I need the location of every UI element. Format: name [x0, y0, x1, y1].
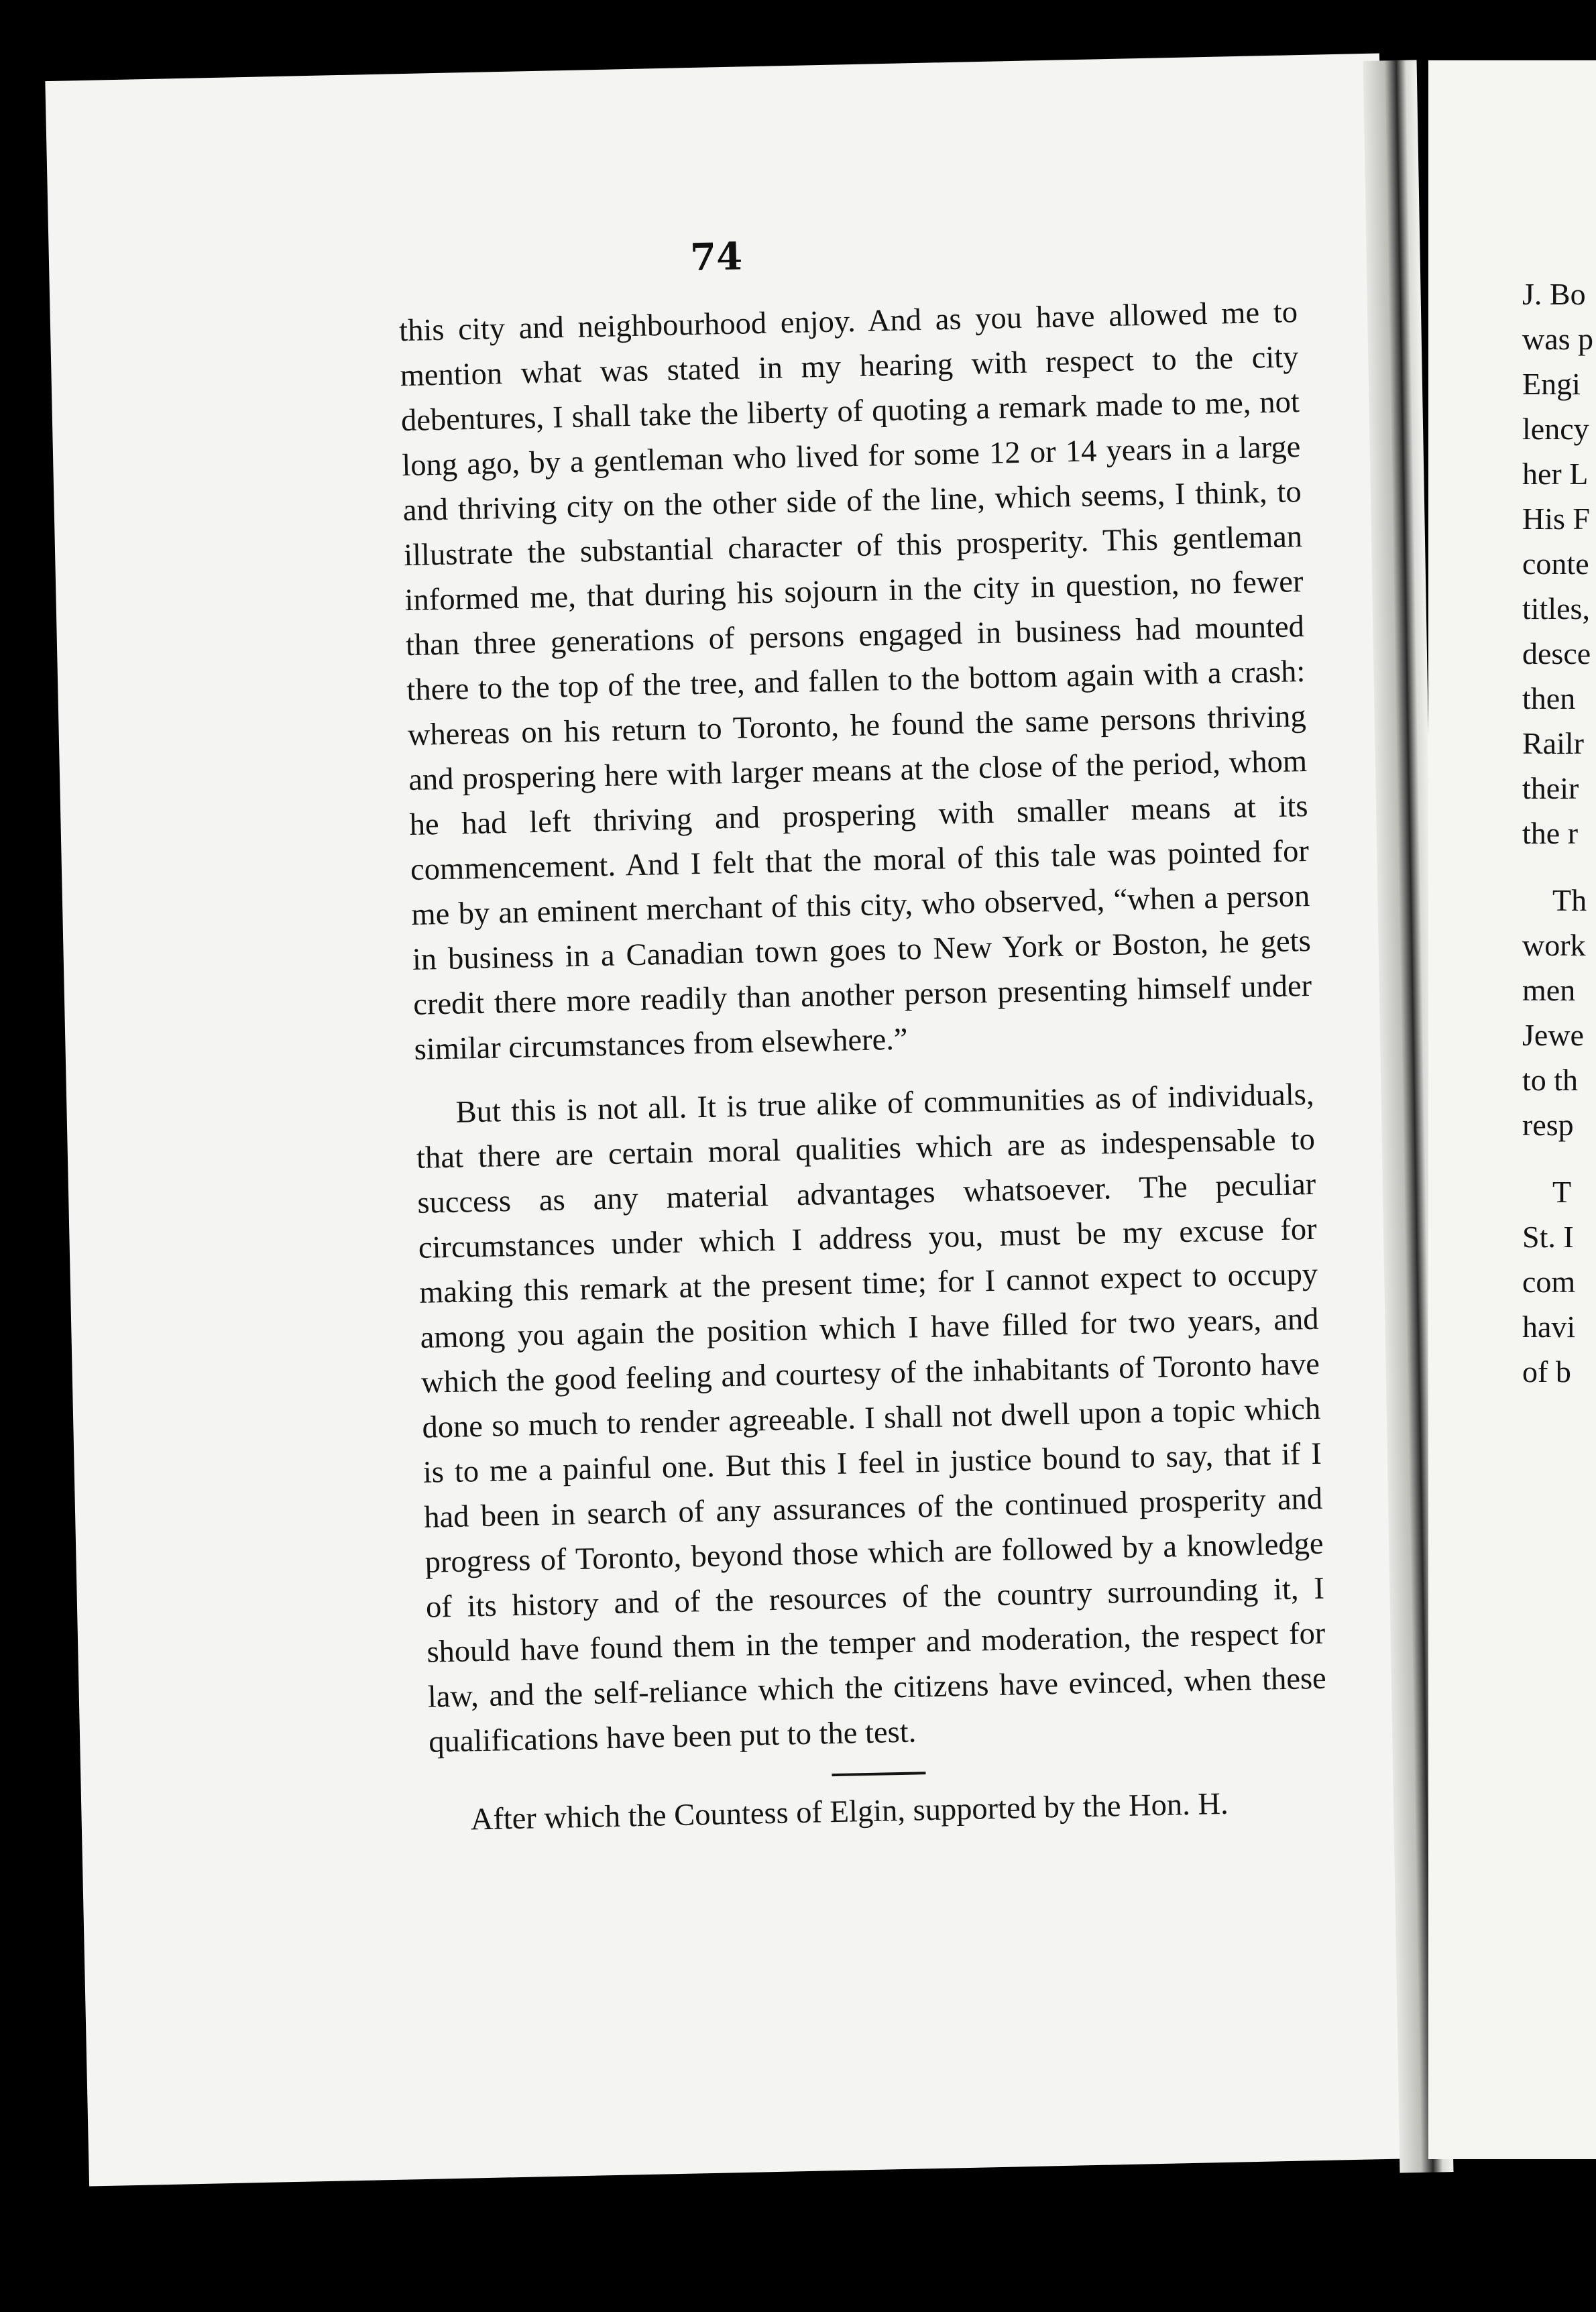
facing-line: resp: [1522, 1108, 1574, 1142]
facing-line: com: [1522, 1265, 1576, 1299]
facing-line: of b: [1522, 1354, 1571, 1389]
facing-page-text-fragments: [1522, 272, 1593, 1394]
facing-line: J. Bo: [1522, 277, 1586, 311]
facing-line: to th: [1522, 1063, 1579, 1097]
facing-line: titles,: [1522, 591, 1590, 626]
facing-line: desce: [1522, 636, 1591, 671]
facing-line: work: [1522, 928, 1586, 962]
facing-line: T: [1552, 1175, 1572, 1209]
paragraph: But this is not all. It is true alike of communities as of individuals, that there are certain moral qualities which are as indespensable to success as any material advantages whatsoever. The peculiar circumstances under which I address you, must be my excuse for making this remark at the present time; for I cannot expect to occupy among you again the position which I have filled for two years, and which the good feeling and courtesy of the inhabitants of Toronto have done so much to render agreeable. I shall not dwell upon a topic which is to me a painful one. But this I feel in justice bound to say, that if I had been in search of any assurances of the continued prosperity and progress of Toronto, beyond those which are followed by a knowledge of its history and of the resources of the country surrounding it, I should have found them in the temper and moderation, the respect for law, and the self-reliance which the citizens have evinced, when these qualifications have been put to the test.: [416, 1077, 1327, 1759]
facing-line: then: [1522, 681, 1576, 715]
facing-line: His F: [1522, 502, 1590, 536]
page-number: 74: [689, 234, 743, 280]
facing-line: was p: [1522, 322, 1594, 356]
facing-line: lency: [1522, 412, 1589, 446]
facing-line: Railr: [1522, 726, 1584, 760]
facing-line: Th: [1552, 883, 1587, 917]
facing-line: St. I: [1522, 1220, 1574, 1254]
section-divider-rule: [832, 1772, 925, 1776]
facing-line: Jewe: [1522, 1018, 1584, 1052]
page-body-text: [399, 290, 1330, 1843]
paragraph: this city and neighbourhood enjoy. And as you have allowed me to mention what was stated in my hearing with respect to the city debentures, I shall take the liberty of quoting a remark made to me, not long ago, by a gentleman who lived for some 12 or 14 years in a large and thriving city on the other side of the line, which seems, I think, to illustrate the substantial character of this prosperity. This gentleman informed me, that during his sojourn in the city in question, no fewer than three generations of persons engaged in business had mounted there to the top of the tree, and fallen to the bottom again with a crash: whereas on his return to Toronto, he found the same persons thriving and prospering here with larger means at the close of the period, whom he had left thriving and prospering with smaller means at its commencement. And I felt that the moral of this tale was pointed for me by an eminent merchant of this city, who observed, “when a person in business in a Canadian town goes to New York or Boston, he gets credit there more readily than another person presenting himself under similar circumstances from elsewhere.”: [398, 295, 1312, 1067]
facing-line: conte: [1522, 546, 1589, 581]
book-page-left: [45, 54, 1423, 2187]
facing-line: havi: [1522, 1310, 1576, 1344]
paragraph: After which the Countess of Elgin, supported by the Hon. H.: [470, 1786, 1229, 1837]
facing-line: Engi: [1522, 367, 1581, 401]
facing-line: their: [1522, 771, 1579, 805]
book-page-right-facing: [1428, 60, 1596, 2159]
facing-line: her L: [1522, 457, 1589, 491]
facing-line: men: [1522, 973, 1576, 1007]
facing-line: the r: [1522, 816, 1579, 850]
